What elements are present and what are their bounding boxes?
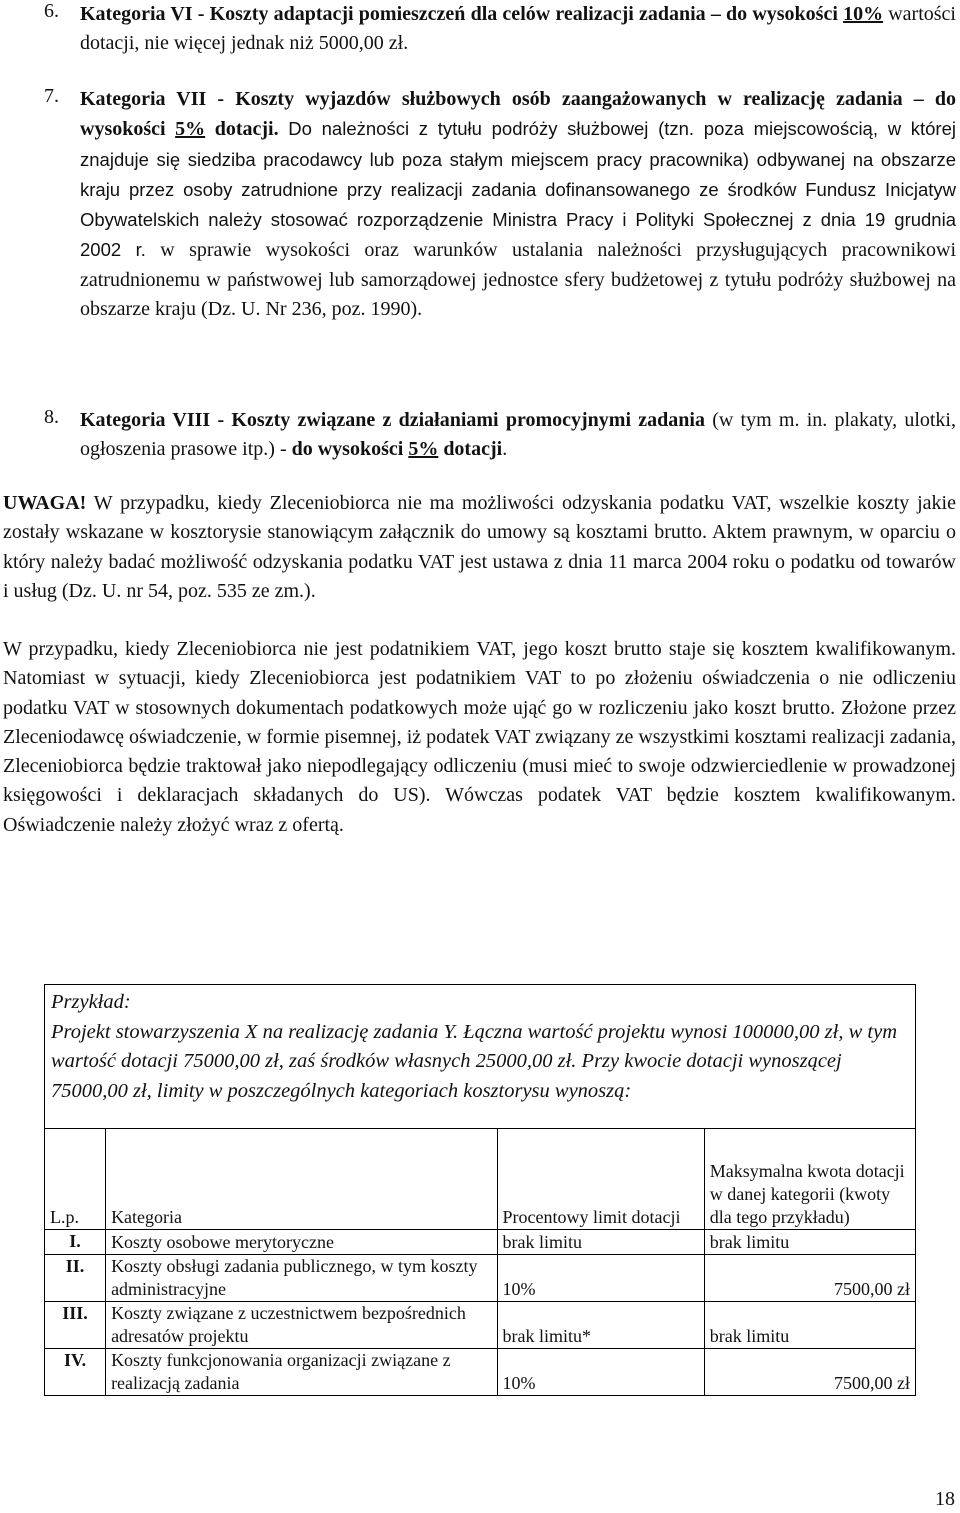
- item-6-title: Kategoria VI - Koszty adaptacji pomieszczeń dla celów realizacji zadania – do wysokości: [80, 3, 844, 25]
- row-max: 7500,00 zł: [704, 1255, 915, 1302]
- item-7-title-end: dotacji.: [205, 118, 279, 141]
- example-heading: Przykład:: [51, 991, 131, 1013]
- item-8-tail: do wysokości: [291, 438, 409, 461]
- row-lp: I.: [45, 1230, 106, 1255]
- item-7-text-2: w sprawie wysokości oraz warunków ustalania należności przysługujących pracownikowi zatrudnionemu w państwowej lub samorządowej jednostce sfery budżetowej z tytułu podróży służbowej na obszarze kraju (Dz. U. Nr 236, poz. 1990).: [80, 239, 957, 321]
- table-row: [45, 1349, 916, 1396]
- header-category: Kategoria: [106, 1129, 497, 1230]
- item-8-title: Kategoria VIII - Koszty związane z działaniami promocyjnymi zadania: [80, 409, 705, 431]
- table-row: [45, 1230, 916, 1255]
- item-6-rest: wartości dotacji, nie więcej jednak niż 5000,00 zł.: [80, 3, 956, 55]
- header-lp: L.p.: [45, 1129, 106, 1230]
- notice-paragraph-2: W przypadku, kiedy Zleceniobiorca nie jest podatnikiem VAT, jego koszt brutto staje się kosztem kwalifikowanym. Natomiast w sytuacji, kiedy Zleceniobiorca jest podatnikiem VAT to po złożeniu oświadczenia o nie odliczeniu podatku VAT w stosownych dokumentach podatkowych może ująć go w rozliczeniu jako koszt brutto. Złożone przez Zleceniodawcę oświadczenie, w formie pisemnej, iż podatek VAT związany ze wszystkimi kosztami realizacji zadania, Zleceniobiorca będzie traktował jako niepodlegający odliczeniu (musi mieć to swoje odzwierciedlenie w prowadzonej księgowości i deklaracjach składanych do US). Wówczas podatek VAT będzie kosztem kwalifikowanym. Oświadczenie należy złożyć wraz z ofertą.: [3, 638, 956, 836]
- item-7-number: 7.: [44, 85, 59, 107]
- header-percent: Procentowy limit dotacji: [497, 1129, 704, 1230]
- row-percent: brak limitu*: [497, 1302, 704, 1349]
- row-max: brak limitu: [704, 1230, 915, 1255]
- item-8-percent: 5%: [408, 438, 439, 461]
- notice-text-1: W przypadku, kiedy Zleceniobiorca nie ma możliwości odzyskania podatku VAT, wszelkie koszty jakie zostały wskazane w kosztorysie stanowiącym załącznik do umowy są kosztami brutto. Aktem prawnym, w oparciu o który należy badać możliwość odzyskania podatku VAT jest ustawa z dnia 11 marca 2004 roku o podatku od towarów i usług (Dz. U. nr 54, poz. 535 ze zm.).: [3, 492, 956, 602]
- header-max: Maksymalna kwota dotacji w danej kategorii (kwoty dla tego przykładu): [704, 1129, 915, 1230]
- row-category: Koszty funkcjonowania organizacji związane z realizacją zadania: [106, 1349, 497, 1396]
- row-percent: brak limitu: [497, 1230, 704, 1255]
- row-category: Koszty związane z uczestnictwem bezpośrednich adresatów projektu: [106, 1302, 497, 1349]
- item-8-tail-2: dotacji: [438, 438, 503, 461]
- item-7: [80, 85, 956, 324]
- item-6-percent: 10%: [843, 3, 884, 25]
- page-number: 18: [935, 1488, 955, 1510]
- item-8: [80, 406, 956, 465]
- item-7-text: Do należności z tytułu podróży służbowej (tzn. poza miejscowością, w której znajduje się siedziba pracodawcy lub poza stałym miejscem pracy pracownika) odbywanej na obszarze kraju przez osoby zatrudnione przy realizacji zadania dofinansowanego ze środków Fundusz Inicjatyw Obywatelskich należy stosować rozporządzenie Ministra Pracy i Polityki Społecznej z dnia 19 grudnia 2002 r.: [80, 118, 956, 261]
- item-8-text: (w tym m. in. plakaty, ulotki, ogłoszenia prasowe itp.) -: [80, 409, 956, 461]
- row-category: Koszty osobowe merytoryczne: [106, 1230, 497, 1255]
- row-lp: III.: [45, 1302, 106, 1349]
- limits-table: [44, 1128, 916, 1396]
- item-7-percent: 5%: [175, 118, 206, 141]
- example-text: [51, 988, 911, 1106]
- item-6: [80, 0, 956, 59]
- row-percent: 10%: [497, 1255, 704, 1302]
- item-8-number: 8.: [44, 406, 59, 428]
- table-row: [45, 1255, 916, 1302]
- notice-paragraph-1: [3, 489, 956, 606]
- item-8-tail-end: .: [502, 438, 508, 461]
- row-lp: II.: [45, 1255, 106, 1302]
- row-max: 7500,00 zł: [704, 1349, 915, 1396]
- row-category: Koszty obsługi zadania publicznego, w tym koszty administracyjne: [106, 1255, 497, 1302]
- example-body: Projekt stowarzyszenia X na realizację zadania Y. Łączna wartość projektu wynosi 100000,00 zł, w tym wartość dotacji 75000,00 zł, zaś środków własnych 25000,00 zł. Przy kwocie dotacji wynoszącej 75000,00 zł, limity w poszczególnych kategoriach kosztorysu wynoszą:: [51, 1020, 897, 1102]
- table-header-row: [45, 1129, 916, 1230]
- notice-label: UWAGA!: [3, 492, 87, 514]
- item-6-number: 6.: [44, 0, 59, 22]
- table-row: [45, 1302, 916, 1349]
- row-percent: 10%: [497, 1349, 704, 1396]
- item-7-title: Kategoria VII - Koszty wyjazdów służbowych osób zaangażowanych w realizację zadania – do wysokości: [80, 88, 956, 141]
- row-max: brak limitu: [704, 1302, 915, 1349]
- row-lp: IV.: [45, 1349, 106, 1396]
